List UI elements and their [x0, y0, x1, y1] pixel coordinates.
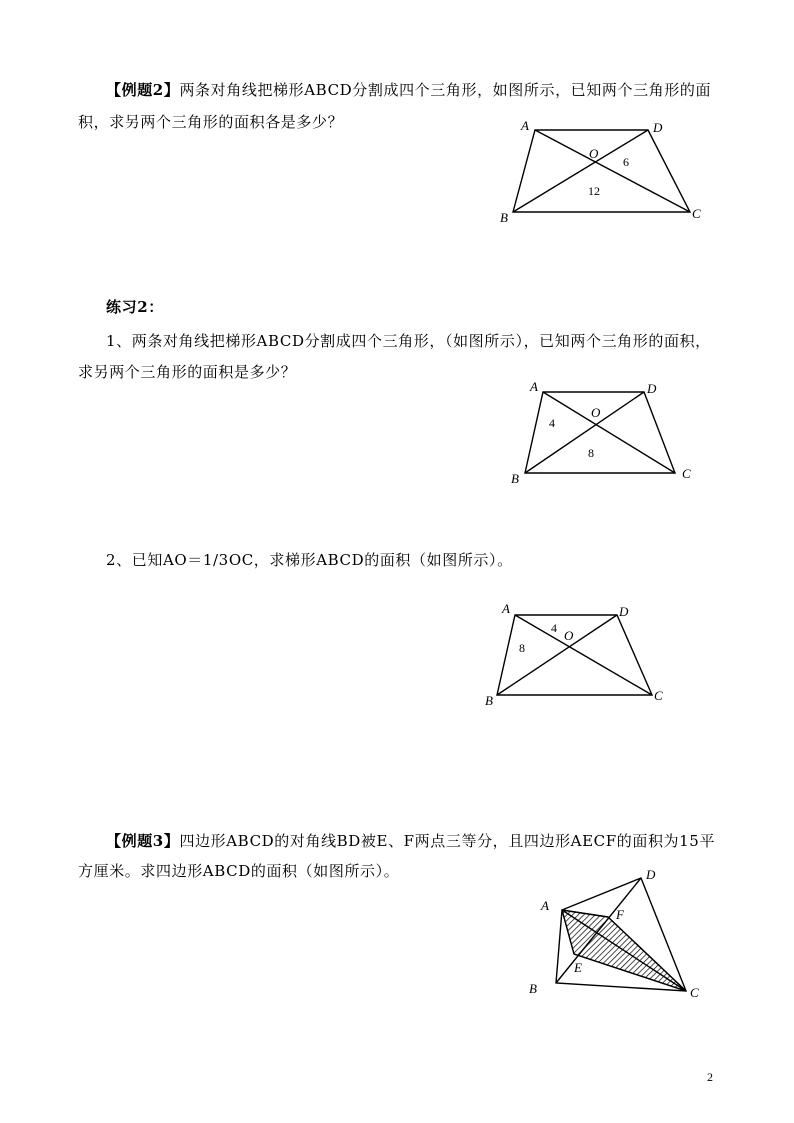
trapezoid-outline — [513, 130, 690, 212]
diagonal-bd — [497, 615, 617, 695]
vertex-c: C — [692, 206, 701, 221]
practice2-q2-line1: 2、已知AO＝1/3OC，求梯形ABCD的面积（如图所示）。 — [106, 551, 513, 569]
diagonal-bd — [525, 392, 644, 473]
example3-text1: 四边形ABCD的对角线BD被E、F两点三等分，且四边形AECF的面积为15平 — [179, 832, 716, 850]
example3-quadrilateral-figure — [520, 865, 720, 1005]
vertex-c: C — [682, 466, 691, 481]
example2-line2: 积，求另两个三角形的面积各是多少？ — [78, 113, 344, 131]
vertex-c: C — [690, 985, 699, 1000]
center-o: O — [589, 146, 599, 161]
vertex-d: D — [646, 867, 656, 882]
vertex-b: B — [500, 210, 508, 225]
vertex-b: B — [485, 693, 493, 708]
diagonal-ac — [543, 392, 675, 473]
example2-trapezoid-figure — [495, 115, 715, 230]
practice2-q1-line2: 求另两个三角形的面积是多少？ — [78, 363, 297, 381]
vertex-a: A — [541, 898, 549, 913]
vertex-d: D — [647, 381, 657, 396]
vertex-a: A — [521, 118, 529, 133]
vertex-d: D — [619, 604, 629, 619]
trapezoid-outline — [497, 615, 652, 695]
example3-line2: 方厘米。求四边形ABCD的面积（如图所示）。 — [78, 862, 400, 880]
practice2-heading: 练习2： — [106, 298, 164, 316]
area-top-label: 4 — [551, 621, 557, 635]
vertex-a: A — [530, 379, 538, 394]
example3-line1 — [106, 831, 715, 851]
area-bottom-label: 8 — [588, 446, 594, 460]
area-left-label: 4 — [549, 416, 555, 430]
vertex-b: B — [529, 981, 537, 996]
vertex-d: D — [653, 120, 663, 135]
area-left-label: 8 — [519, 641, 525, 655]
practice2-fig2 — [480, 598, 680, 713]
area-bottom-label: 12 — [588, 184, 600, 198]
diagonal-bd — [513, 130, 648, 212]
practice2-q1-line1: 1、两条对角线把梯形ABCD分割成四个三角形，（如图所示），已知两个三角形的面积， — [106, 332, 711, 350]
center-o: O — [591, 405, 601, 420]
vertex-b: B — [511, 471, 519, 486]
vertex-a: A — [502, 601, 510, 616]
area-right-label: 6 — [623, 155, 629, 169]
example2-tag: 【例题2】 — [106, 81, 180, 99]
diagonal-ac — [515, 615, 652, 695]
example3-tag: 【例题3】 — [106, 832, 180, 850]
example2-line1 — [106, 80, 711, 100]
center-o: O — [564, 628, 574, 643]
page-number: 2 — [707, 1070, 713, 1084]
point-e: E — [574, 960, 582, 975]
diagonal-ac — [535, 130, 690, 212]
point-f: F — [616, 907, 624, 922]
practice2-fig1 — [505, 375, 705, 490]
vertex-c: C — [654, 688, 663, 703]
example2-text1: 两条对角线把梯形ABCD分割成四个三角形，如图所示，已知两个三角形的面 — [179, 81, 712, 99]
